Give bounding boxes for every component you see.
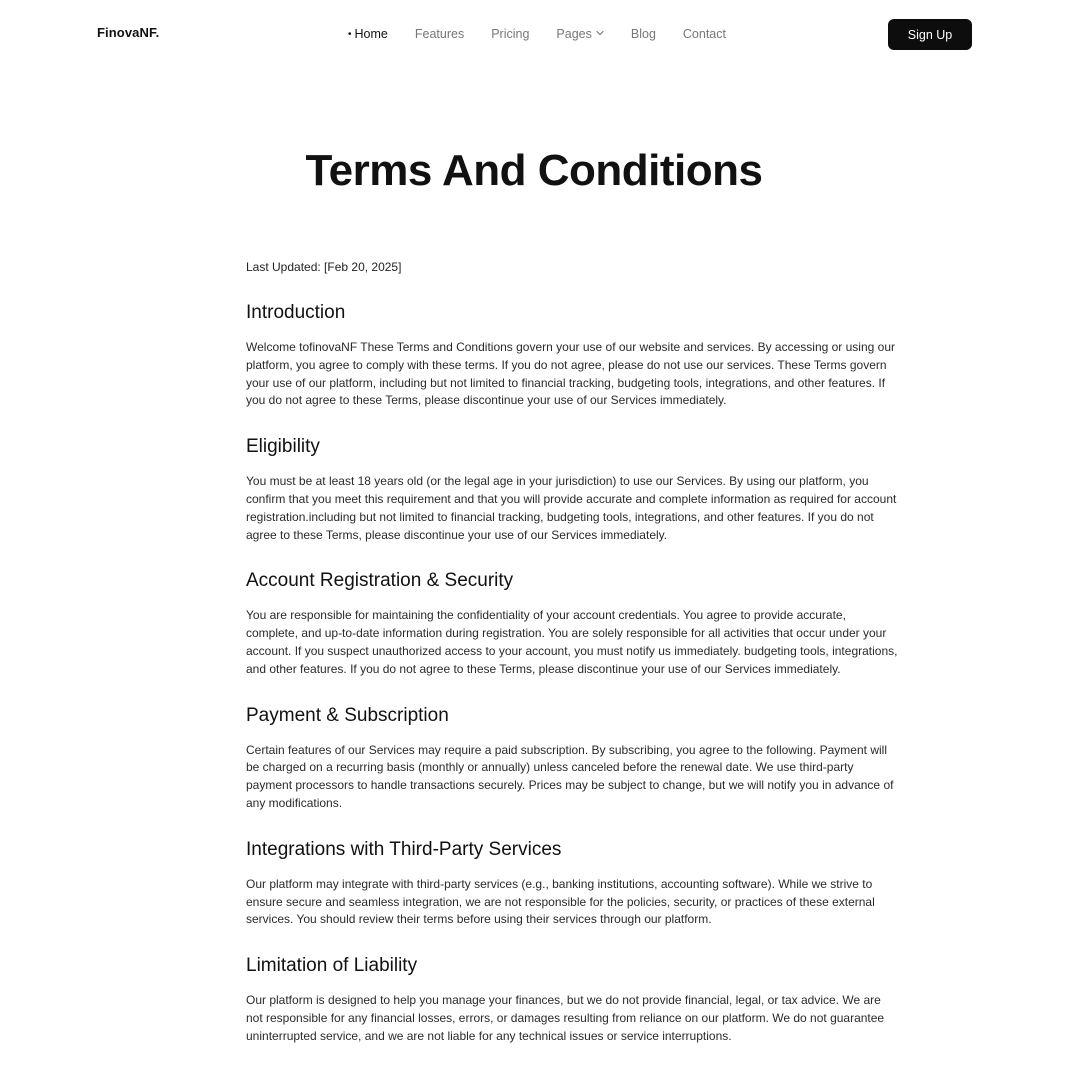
sign-up-button[interactable]: Sign Up [888,19,972,50]
nav-link-pricing[interactable]: Pricing [491,27,530,41]
nav-link-blog[interactable]: Blog [630,27,656,41]
section-body: Our platform may integrate with third-party services (e.g., banking institutions, accounting software). While we strive to ensure secure and seamless integration, we are not responsible for the policies, security, or practices of these external services. You should review their terms before using their services through our platform. [246,876,875,927]
section-eligibility [246,435,898,544]
section-limitation-of-liability [246,954,898,1045]
top-nav [0,0,1068,68]
section-third-party-integrations [246,838,898,929]
section-heading: Eligibility [246,436,320,458]
nav-link-pages[interactable] [556,27,603,41]
logo[interactable]: FinovaNF. [97,25,160,40]
section-heading: Introduction [246,302,346,323]
section-heading: Payment & Subscription [246,704,449,726]
nav-link-contact[interactable]: Contact [682,27,726,41]
nav-link-features[interactable]: Features [414,27,465,41]
nav-link-home[interactable]: • Home [348,27,388,41]
section-heading: Integrations with Third-Party Services [246,838,562,860]
nav-link-pages-label: Pages [556,27,592,41]
terms-content [246,258,898,1071]
last-updated: Last Updated: [Feb 20, 2025] [246,260,402,274]
section-body: You are responsible for maintaining the confidentiality of your account credentials. You agree to provide accurate, complete, and up-to-date information during registration. You are solely responsible for all activities that occur under your account. If you suspect unauthorized access to your account, you must notify us immediately. budgeting tools, integrations, and other features. If you do not agree to these Terms, please discontinue your use of our Services immediately. [246,608,898,676]
section-introduction [246,301,898,410]
section-body: You must be at least 18 years old (or the legal age in your jurisdiction) to use our Services. By using our platform, you confirm that you meet this requirement and that you will provide accurate and complete information as required for account registration.including but not limited to financial tracking, budgeting tools, integrations, and other features. If you do not agree to these Terms, please discontinue your use of our Services immediately. [246,474,897,542]
section-account-registration [246,569,898,678]
section-body: Certain features of our Services may require a paid subscription. By subscribing, you agree to the following. Payment will be charged on a recurring basis (monthly or annually) unless canceled before the renewal date. We use third-party payment processors to handle transactions securely. Prices may be subject to change, but we will notify you in advance of any modifications. [246,742,894,810]
section-body: Welcome tofinovaNF These Terms and Conditions govern your use of our website and services. By accessing or using our platform, you agree to comply with these terms. If you do not agree, please do not use our services. These Terms govern your use of our platform, including but not limited to financial tracking, budgeting tools, integrations, and other features. If you do not agree to these Terms, please discontinue your use of our Services immediately. [246,340,895,408]
chevron-down-icon [596,29,604,37]
page-title: Terms And Conditions [305,146,763,195]
section-heading: Limitation of Liability [246,955,418,977]
section-payment-subscription [246,704,898,813]
section-heading: Account Registration & Security [246,570,514,592]
nav-links [348,27,726,41]
section-body: Our platform is designed to help you manage your finances, but we do not provide financial, legal, or tax advice. We are not responsible for any financial losses, errors, or damages resulting from reliance on our platform. We do not guarantee uninterrupted service, and we are not liable for any technical issues or service interruptions. [246,993,885,1043]
